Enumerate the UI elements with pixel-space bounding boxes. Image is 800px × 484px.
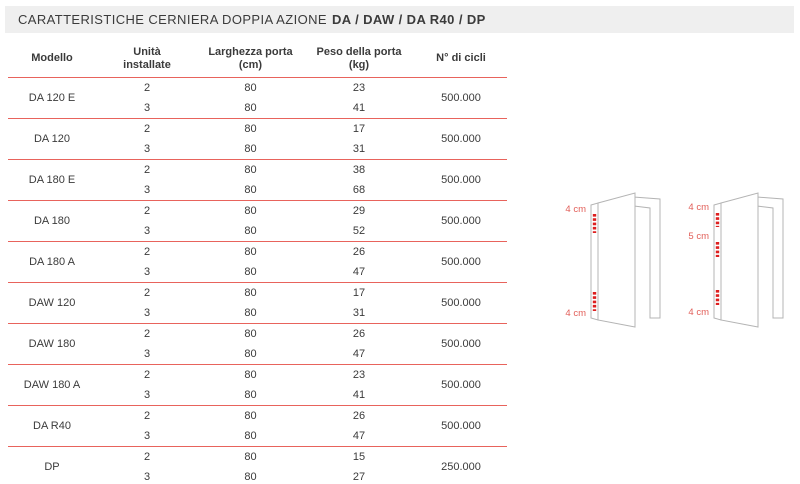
units-cell: 3 [96, 303, 198, 324]
dim-label-top: 4 cm [688, 202, 709, 213]
width-cell: 80 [198, 385, 303, 406]
units-cell: 3 [96, 344, 198, 365]
model-cell: DP [8, 447, 96, 484]
weight-cell: 31 [303, 139, 415, 160]
width-cell: 80 [244, 410, 257, 422]
weight-cell: 47 [303, 344, 415, 365]
table-row [8, 283, 507, 304]
model-cell: DA 180 [8, 201, 96, 242]
weight-cell: 15 [352, 451, 366, 463]
weight-cell: 26 [352, 410, 366, 422]
cycles-cell: 500.000 [415, 406, 507, 447]
width-cell: 80 [198, 139, 303, 160]
cycles-cell: 500.000 [415, 242, 507, 283]
header-text: installate [123, 58, 171, 71]
header-text: N° di cicli [436, 52, 486, 64]
units-cell: 2 [143, 287, 151, 299]
width-cell: 80 [244, 205, 257, 217]
cycles-cell: 500.000 [415, 283, 507, 324]
width-cell: 80 [244, 164, 257, 176]
open-door-icon [588, 190, 666, 332]
width-cell: 80 [198, 303, 303, 324]
units-cell: 3 [96, 385, 198, 406]
weight-cell: 29 [352, 205, 366, 217]
units-cell: 2 [143, 164, 151, 176]
dim-label-top: 4 cm [565, 204, 586, 215]
weight-cell: 26 [352, 328, 366, 340]
width-cell: 80 [198, 426, 303, 447]
weight-cell: 41 [303, 385, 415, 406]
col-header-larghezza [198, 40, 303, 78]
width-cell: 80 [244, 451, 257, 463]
header-text: Modello [31, 52, 73, 64]
weight-cell: 17 [352, 123, 366, 135]
cycles-cell: 500.000 [415, 324, 507, 365]
width-cell: 80 [198, 98, 303, 119]
width-cell: 80 [244, 287, 257, 299]
model-cell: DA R40 [8, 406, 96, 447]
weight-cell: 23 [352, 82, 366, 94]
units-cell: 3 [96, 467, 198, 484]
width-cell: 80 [198, 262, 303, 283]
cycles-cell: 250.000 [415, 447, 507, 484]
cycles-cell: 500.000 [415, 160, 507, 201]
table-row [8, 324, 507, 345]
header-text: Unità [133, 45, 161, 58]
model-cell: DAW 120 [8, 283, 96, 324]
header-text: Peso della porta [316, 45, 402, 58]
weight-cell: 52 [303, 221, 415, 242]
units-cell: 3 [96, 221, 198, 242]
units-cell: 2 [143, 246, 151, 258]
width-cell: 80 [244, 82, 257, 94]
table-body [8, 78, 507, 484]
width-cell: 80 [198, 467, 303, 484]
dim-label-bottom: 4 cm [688, 307, 709, 318]
units-cell: 3 [96, 98, 198, 119]
width-cell: 80 [244, 246, 257, 258]
open-door-icon [711, 190, 789, 332]
table-row [8, 119, 507, 140]
dim-label-middle: 5 cm [688, 231, 709, 242]
width-cell: 80 [198, 221, 303, 242]
page-title: CARATTERISTICHE CERNIERA DOPPIA AZIONE [18, 12, 327, 27]
header-text: (kg) [348, 58, 370, 71]
table-row [8, 78, 507, 99]
header-text: (cm) [238, 58, 263, 71]
table-row [8, 242, 507, 263]
table-header [8, 40, 507, 78]
weight-cell: 27 [303, 467, 415, 484]
table-row [8, 160, 507, 181]
weight-cell: 26 [352, 246, 366, 258]
weight-cell: 17 [352, 287, 366, 299]
model-cell: DAW 180 [8, 324, 96, 365]
header-text: Larghezza porta [208, 45, 293, 58]
units-cell: 2 [143, 328, 151, 340]
header-row [8, 40, 507, 78]
weight-cell: 47 [303, 426, 415, 447]
units-cell: 2 [143, 369, 151, 381]
weight-cell: 23 [352, 369, 366, 381]
table-row [8, 406, 507, 427]
weight-cell: 68 [303, 180, 415, 201]
cycles-cell: 500.000 [415, 78, 507, 119]
units-cell: 3 [96, 139, 198, 160]
title-bar [5, 6, 794, 33]
units-cell: 3 [96, 426, 198, 447]
table-row [8, 447, 507, 468]
width-cell: 80 [244, 369, 257, 381]
units-cell: 2 [143, 451, 151, 463]
model-cell: DA 180 A [8, 242, 96, 283]
width-cell: 80 [198, 344, 303, 365]
cycles-cell: 500.000 [415, 365, 507, 406]
width-cell: 80 [244, 328, 257, 340]
width-cell: 80 [244, 123, 257, 135]
weight-cell: 41 [303, 98, 415, 119]
cycles-cell: 500.000 [415, 201, 507, 242]
table-row [8, 365, 507, 386]
weight-cell: 38 [352, 164, 366, 176]
table-row [8, 201, 507, 222]
cycles-cell: 500.000 [415, 119, 507, 160]
units-cell: 3 [96, 262, 198, 283]
spec-table [8, 40, 507, 484]
model-cell: DA 120 [8, 119, 96, 160]
model-cell: DA 180 E [8, 160, 96, 201]
model-cell: DA 120 E [8, 78, 96, 119]
page-title-models: DA / DAW / DA R40 / DP [331, 12, 486, 27]
width-cell: 80 [198, 180, 303, 201]
col-header-unita [96, 40, 198, 78]
units-cell: 3 [96, 180, 198, 201]
units-cell: 2 [143, 205, 151, 217]
units-cell: 2 [143, 82, 151, 94]
model-cell: DAW 180 A [8, 365, 96, 406]
col-header-modello [8, 40, 96, 78]
weight-cell: 47 [303, 262, 415, 283]
units-cell: 2 [143, 123, 151, 135]
weight-cell: 31 [303, 303, 415, 324]
col-header-peso [303, 40, 415, 78]
col-header-cicli [415, 40, 507, 78]
dim-label-bottom: 4 cm [565, 308, 586, 319]
door-diagram-two-hinges [558, 190, 668, 335]
door-diagram-three-hinges [681, 190, 791, 335]
units-cell: 2 [143, 410, 151, 422]
